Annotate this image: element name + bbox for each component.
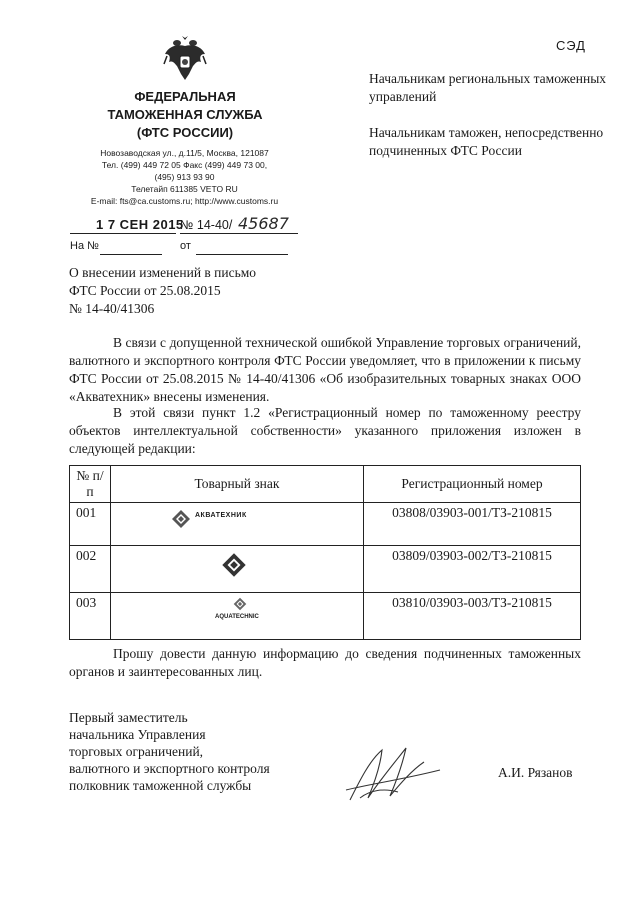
table-row (70, 546, 581, 593)
signatory-title-line5: полковник таможенной службы (69, 778, 252, 793)
aquatechnic-diamond-icon (221, 552, 247, 578)
signatory-name: А.И. Рязанов (498, 765, 573, 780)
agency-teletype: Телетайп 611385 VETO RU (131, 184, 238, 194)
trademark-logo-text-3: AQUATECHNIC (215, 614, 259, 620)
recipient-1: Начальникам региональных таможенных управлений (369, 71, 607, 104)
signatory-title (69, 709, 319, 794)
header-num: № п/п (70, 466, 111, 503)
agency-name-line3: (ФТС РОССИИ) (136, 125, 234, 140)
aquatechnic-diamond-icon (233, 597, 247, 611)
registration-number-handwritten: 45687 (238, 214, 289, 233)
row-num: 002 (70, 546, 111, 593)
table-row (70, 593, 581, 640)
registration-number-prefix: № 14-40/ (180, 218, 233, 232)
agency-name-line2: ТАМОЖЕННАЯ СЛУЖБА (107, 107, 263, 122)
signatory-title-line3: торговых ограничений, (69, 744, 204, 759)
reference-date-label: от (180, 240, 191, 252)
trademark-logo-2 (111, 546, 364, 593)
row-reg-number: 03808/03903-001/ТЗ-210815 (364, 503, 581, 546)
trademark-table (69, 465, 581, 640)
trademark-logo-3 (111, 593, 364, 640)
row-reg-number: 03809/03903-002/ТЗ-210815 (364, 546, 581, 593)
row-num: 003 (70, 593, 111, 640)
table-row (70, 503, 581, 546)
agency-phones2: (495) 913 93 90 (154, 172, 215, 182)
agency-email: E-mail: fts@ca.customs.ru; http://www.customs.ru (90, 196, 279, 206)
agency-name-line1: ФЕДЕРАЛЬНАЯ (134, 89, 236, 104)
registration-date-stamp: 1 7 СЕН 2015 (96, 217, 184, 232)
signatory-title-line2: начальника Управления (69, 727, 206, 742)
agency-header (70, 88, 300, 142)
row-num: 001 (70, 503, 111, 546)
handwritten-signature (340, 740, 450, 810)
body-paragraph-2: В этой связи пункт 1.2 «Регистрационный номер по таможенному реестру объектов интеллектуальной собственности» указанного приложения изложен в следующей редакции: (69, 405, 581, 456)
agency-contacts (72, 147, 297, 207)
letter-subject (69, 264, 309, 318)
trademark-logo-1 (111, 503, 364, 546)
document-system-mark: СЭД (556, 38, 586, 53)
reference-number-label: На № (70, 240, 99, 252)
agency-address: Новозаводская ул., д.11/5, Москва, 121087 (100, 148, 269, 158)
subject-line2: ФТС России от 25.08.2015 (69, 283, 221, 298)
signatory-title-line1: Первый заместитель (69, 710, 188, 725)
row-reg-number: 03810/03903-003/ТЗ-210815 (364, 593, 581, 640)
subject-line1: О внесении изменений в письмо (69, 265, 257, 280)
aquatechnic-diamond-icon (171, 509, 191, 529)
trademark-logo-text-1: АКВАТЕХНИК (195, 512, 247, 519)
body-paragraph-1: В связи с допущенной технической ошибкой Управление торговых ограничений, валютного и экспортного контроля ФТС России уведомляет, что в приложении к письму ФТС России от 25.08.2015 № 14-40/41306 «Об изобразительных товарных знаках ООО «Акватехник» внесены изменения. (69, 335, 581, 404)
coat-of-arms-icon (163, 34, 207, 84)
table-header-row (70, 466, 581, 503)
signatory-title-line4: валютного и экспортного контроля (69, 761, 270, 776)
recipient-2: Начальникам таможен, непосредственно подчиненных ФТС России (369, 125, 604, 158)
body-paragraph-3: Прошу довести данную информацию до сведения подчиненных таможенных органов и заинтересованных лиц. (69, 646, 581, 679)
subject-line3: № 14-40/41306 (69, 301, 155, 316)
header-reg: Регистрационный номер (364, 466, 581, 503)
agency-phones: Тел. (499) 449 72 05 Факс (499) 449 73 00, (101, 160, 268, 170)
header-mark: Товарный знак (111, 466, 364, 503)
